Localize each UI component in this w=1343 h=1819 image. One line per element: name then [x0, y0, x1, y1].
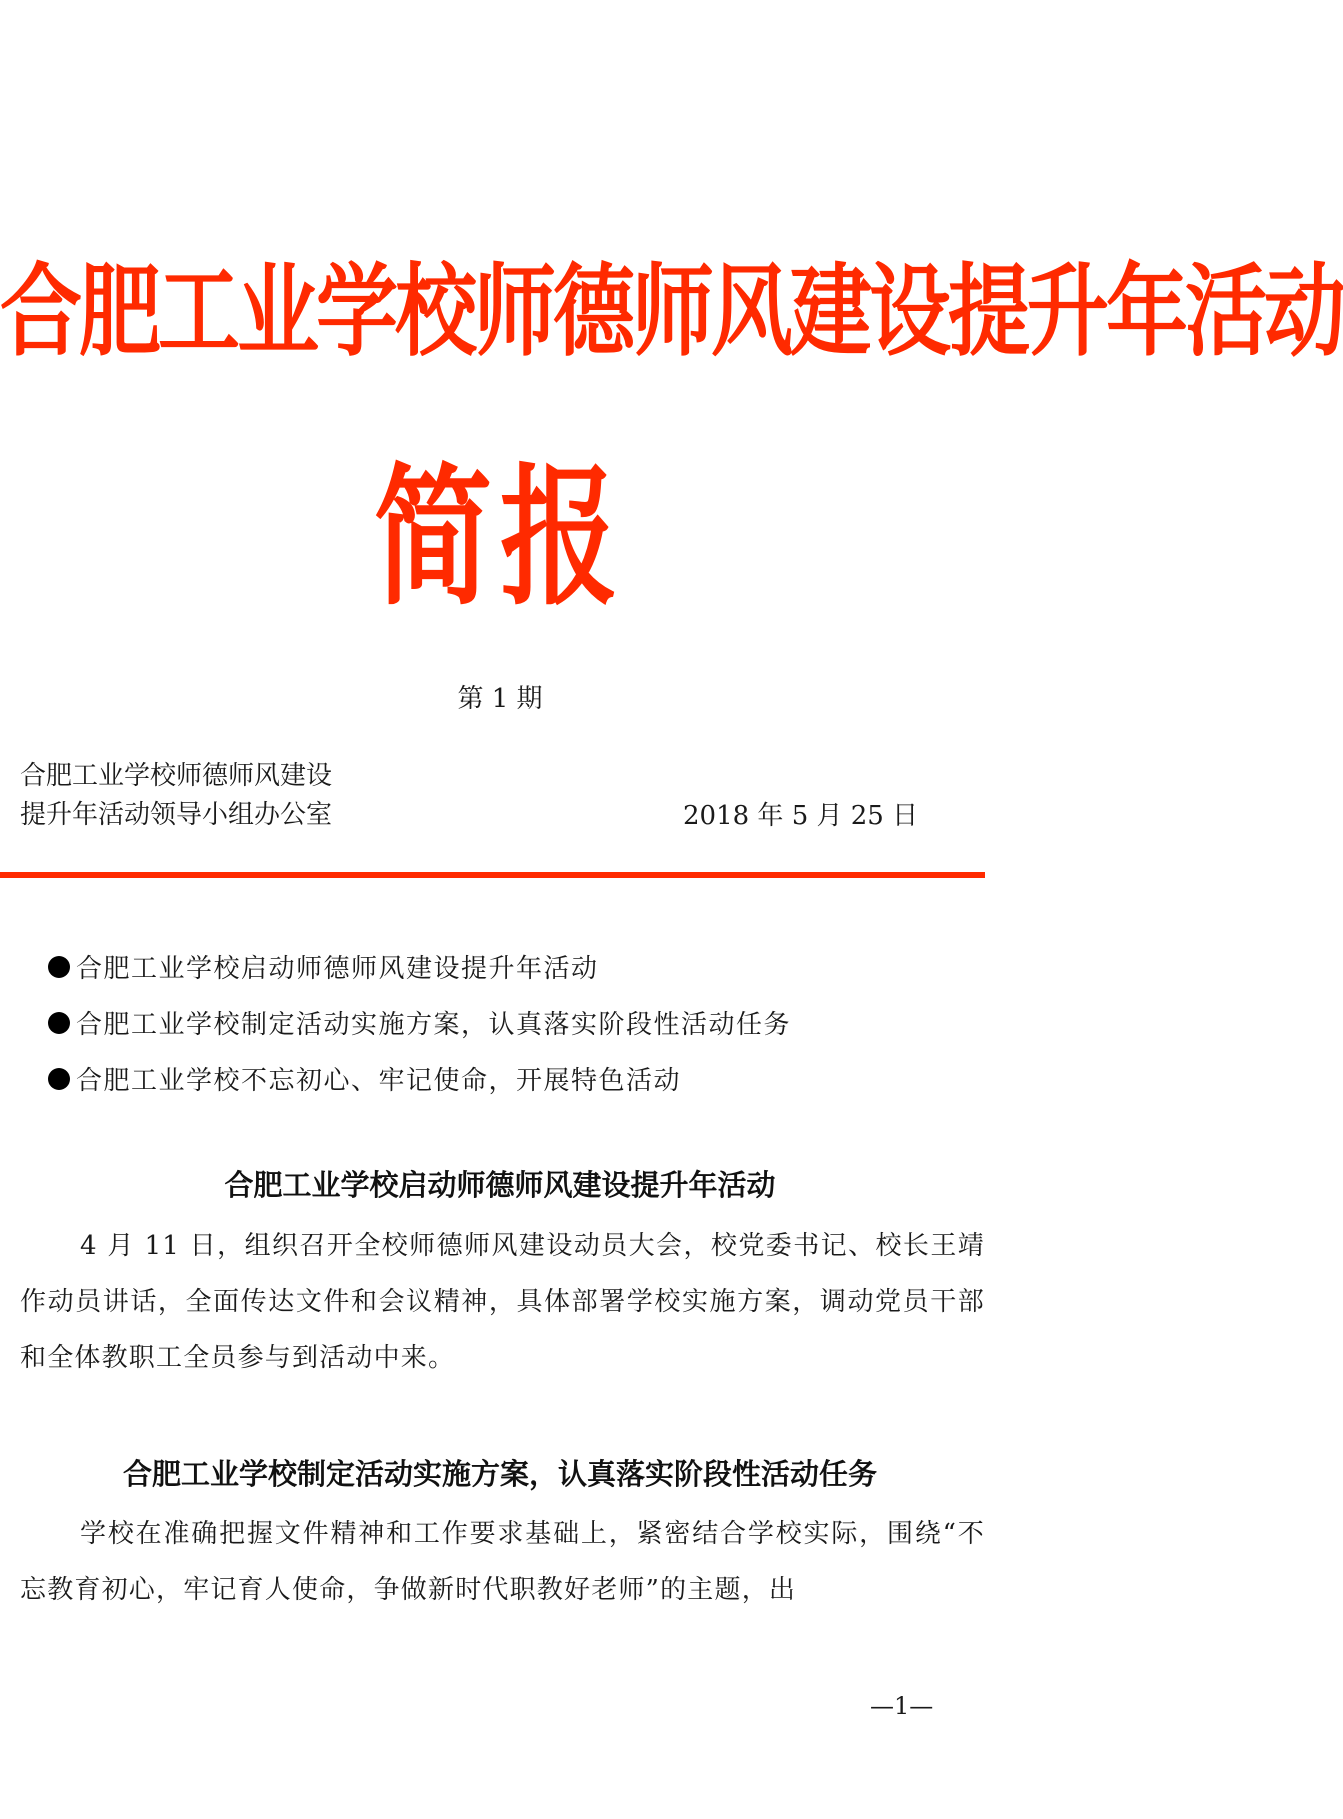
page-number: —1— [870, 1692, 934, 1720]
masthead-subtitle: 简报 [373, 449, 626, 626]
contents-item-label: 合肥工业学校制定活动实施方案，认真落实阶段性活动任务 [76, 1010, 792, 1040]
bullet-icon [48, 1068, 70, 1090]
contents-item-label: 合肥工业学校启动师德师风建设提升年活动 [76, 954, 599, 984]
contents-item-label: 合肥工业学校不忘初心、牢记使命，开展特色活动 [76, 1066, 682, 1096]
issue-number: 第 1 期 [457, 684, 543, 714]
issuer-org-line1: 合肥工业学校师德师风建设 [20, 761, 333, 791]
article-heading: 合肥工业学校制定活动实施方案，认真落实阶段性活动任务 [122, 1457, 877, 1491]
masthead-divider [0, 872, 985, 878]
contents-item [48, 948, 599, 985]
article-body: 4 月 11 日，组织召开全校师德师风建设动员大会，校党委书记、校长王靖作动员讲话，全面传达文件和会议精神，具体部署学校实施方案，调动党员干部和全体教职工全员参与到活动中来。 [20, 1231, 985, 1373]
issuer-org-line2: 提升年活动领导小组办公室 [20, 800, 333, 830]
article-body: 学校在准确把握文件精神和工作要求基础上，紧密结合学校实际，围绕“不忘教育初心，牢记育人使命，争做新时代职教好老师”的主题，出 [20, 1519, 985, 1605]
bullet-icon [48, 956, 70, 978]
masthead-title: 合肥工业学校师德师风建设提升年活动 [0, 254, 1343, 371]
contents-item [48, 1060, 681, 1097]
contents-item [48, 1004, 791, 1041]
issue-date: 2018 年 5 月 25 日 [683, 801, 919, 831]
bullet-icon [48, 1012, 70, 1034]
article-heading: 合肥工业学校启动师德师风建设提升年活动 [224, 1168, 776, 1202]
